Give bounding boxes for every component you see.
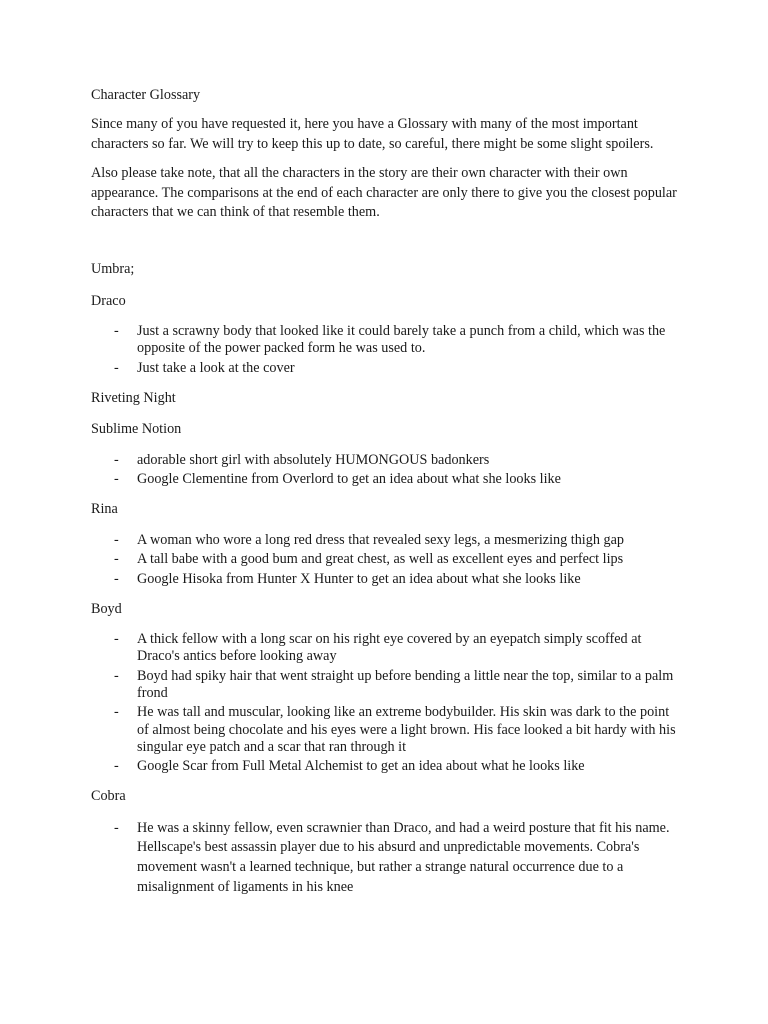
list-item xyxy=(91,532,681,549)
document-title: Character Glossary xyxy=(91,87,201,103)
note-text: Google Scar from Full Metal Alchemist to get an idea about what he looks like xyxy=(137,758,585,775)
list-item xyxy=(91,668,681,702)
list-item xyxy=(91,758,681,775)
note-text: A woman who wore a long red dress that revealed sexy legs, a mesmerizing thigh gap xyxy=(137,531,624,548)
character-name-boyd: Boyd xyxy=(91,600,122,617)
list-item xyxy=(91,571,681,588)
list-item xyxy=(91,323,681,357)
note-text: A tall babe with a good bum and great chest, as well as excellent eyes and perfect lips xyxy=(137,551,624,568)
bullet-dash: - xyxy=(114,758,119,775)
character-name-rina: Rina xyxy=(91,501,118,518)
bullet-dash: - xyxy=(114,704,119,721)
bullet-dash: - xyxy=(114,570,119,587)
bullet-dash: - xyxy=(114,667,119,684)
list-item xyxy=(91,704,681,756)
note-text: He was tall and muscular, looking like an extreme bodybuilder. His skin was dark to the point of almost being chocolate and his eyes were a light brown. His face looked a bit hardy with his singular eye patch and a scar that ran through it xyxy=(137,704,676,755)
intro-paragraph: Since many of you have requested it, here you have a Glossary with many of the most important characters so far. We will try to keep this up to date, so careful, there might be some slight spoilers. xyxy=(91,116,654,152)
character-name-riveting-night: Riveting Night xyxy=(91,390,176,407)
character-name-cobra: Cobra xyxy=(91,788,126,805)
blank-line xyxy=(91,232,681,260)
note-text: Just a scrawny body that looked like it could barely take a punch from a child, which was the opposite of the power packed form he was used to. xyxy=(137,323,666,357)
character-name-draco: Draco xyxy=(91,292,126,309)
intro-paragraph: Also please take note, that all the characters in the story are their own character with their own appearance. The comparisons at the end of each character are only there to give you the closest popular characters that we can think of that resemble them. xyxy=(91,165,677,221)
character-notes-sublime-notion xyxy=(91,452,681,489)
bullet-dash: - xyxy=(114,323,119,340)
bullet-dash: - xyxy=(114,819,119,836)
list-item xyxy=(91,471,681,488)
bullet-dash: - xyxy=(114,631,119,648)
note-text: Boyd had spiky hair that went straight up before bending a little near the top, similar to a palm frond xyxy=(137,667,674,702)
bullet-dash: - xyxy=(114,551,119,568)
document-page xyxy=(91,86,681,909)
bullet-dash: - xyxy=(114,471,119,488)
character-notes-boyd xyxy=(91,631,681,775)
list-item xyxy=(91,631,681,665)
list-item xyxy=(91,360,681,377)
character-notes-rina xyxy=(91,532,681,588)
note-text: Just take a look at the cover xyxy=(137,359,295,376)
note-text: He was a skinny fellow, even scrawnier than Draco, and had a weird posture that fit his name. Hellscape's best assassin player due to his absurd and unpredictable movements. Cobra's movement wasn't a learned technique, but rather a strange natural occurrence due to a misalignment of ligaments in his knee xyxy=(137,819,670,895)
character-notes-cobra xyxy=(91,819,681,897)
character-name-sublime-notion: Sublime Notion xyxy=(91,421,182,438)
bullet-dash: - xyxy=(114,359,119,376)
list-item xyxy=(91,551,681,568)
note-text: adorable short girl with absolutely HUMONGOUS badonkers xyxy=(137,451,490,468)
bullet-dash: - xyxy=(114,531,119,548)
bullet-dash: - xyxy=(114,451,119,468)
note-text: Google Clementine from Overlord to get an idea about what she looks like xyxy=(137,471,561,488)
note-text: A thick fellow with a long scar on his right eye covered by an eyepatch simply scoffed at Draco's antics before looking away xyxy=(137,631,642,665)
list-item xyxy=(91,819,681,897)
character-notes-draco xyxy=(91,323,681,377)
note-text: Google Hisoka from Hunter X Hunter to get an idea about what she looks like xyxy=(137,570,581,587)
group-heading: Umbra; xyxy=(91,261,135,278)
list-item xyxy=(91,452,681,469)
